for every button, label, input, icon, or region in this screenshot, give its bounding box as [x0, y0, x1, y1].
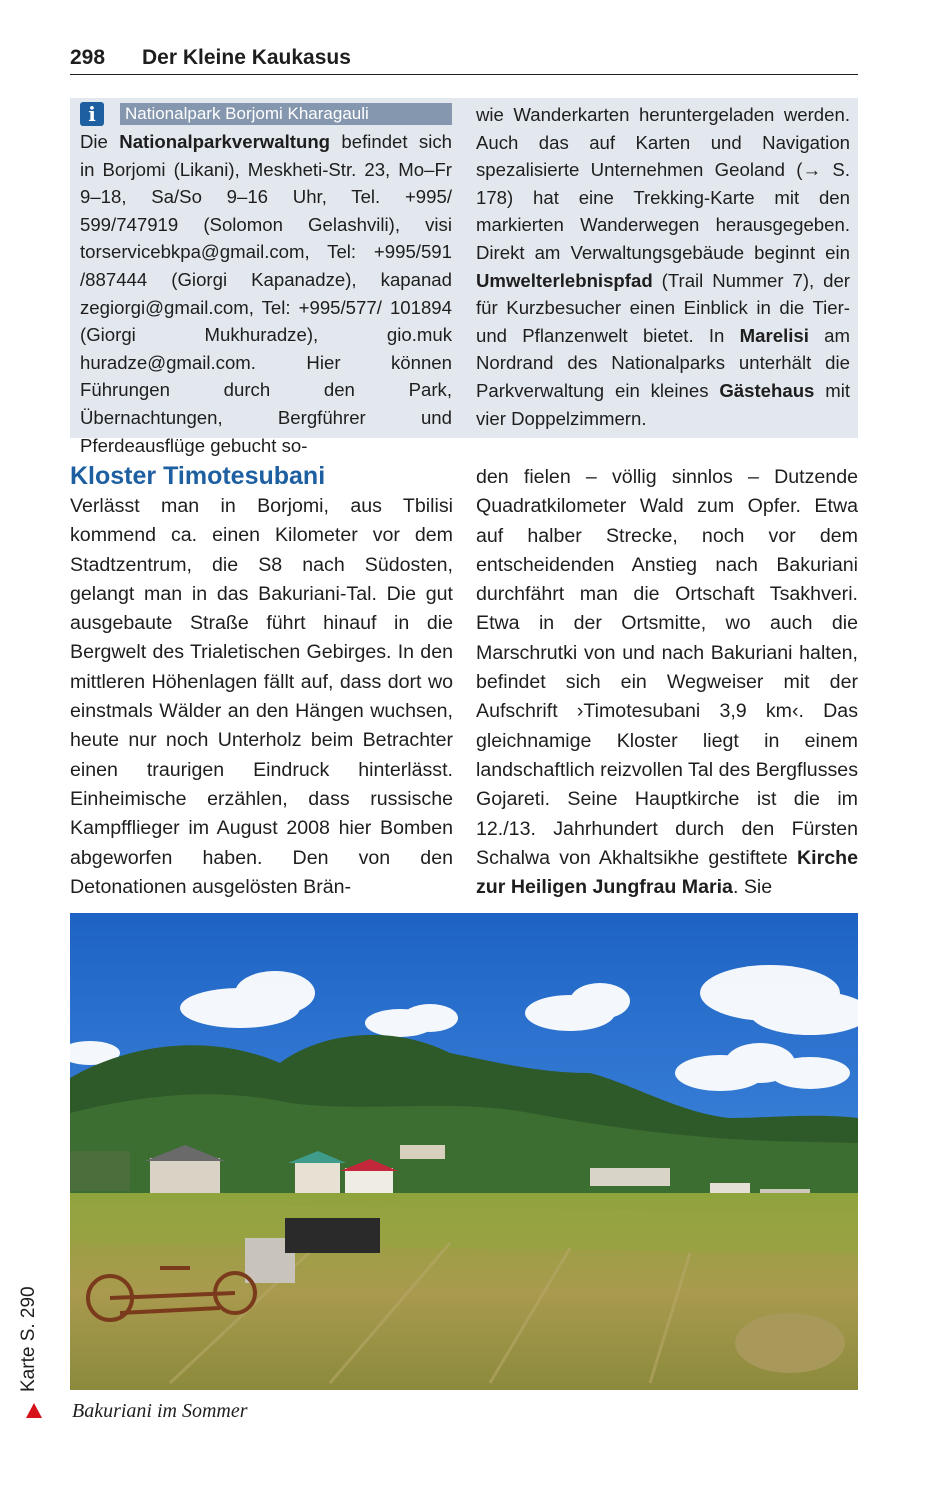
page-header: [70, 44, 858, 75]
bold-term: Kirche zur Heiligen Jungfrau Maria: [476, 846, 858, 899]
info-box: [70, 98, 858, 456]
info-box-title: Nationalpark Borjomi Kharagauli: [120, 103, 452, 125]
section-heading: Kloster Timotesubani: [70, 462, 326, 490]
info-box-right-column: wie Wanderkarten heruntergeladen werden. Auch das auf Karten und Navigation spezalisierte Unternehmen Geoland (→ S. 178) hat eine Trekking-Karte mit den markierten Wanderwegen herausgegeben. Direkt am Verwaltungsgebäude beginnt ein Umwelterlebnispfad (Trail Nummer 7), der für Kurzbesucher einen Einblick in die Tier- und Pflanzenwelt bietet. In Marelisi am Nordrand des Nationalparks unterhält die Parkverwaltung ein kleines Gästehaus mit vier Doppelzimmern.: [476, 104, 850, 429]
landscape-photo: [70, 913, 858, 1390]
bold-term: Nationalparkverwaltung: [119, 131, 331, 152]
bold-term: Marelisi: [739, 324, 809, 346]
red-triangle-icon: [26, 1403, 42, 1418]
body-text-right-column: den fielen – völlig sinnlos – Dutzende Quadratkilometer Wald zum Opfer. Etwa auf halber Strecke, noch vor dem entscheidenden Anstieg nach Bakuriani durchfährt man die Ortschaft Tsakhveri. Etwa in der Ortsmitte, wo auch die Marschrutki von und nach Bakuriani halten, befindet sich ein Wegweiser mit der Aufschrift ›Timotesubani 3,9 km‹. Das gleichnamige Kloster liegt in einem landschaftlich reizvollen Tal des Bergflusses Gojareti. Seine Hauptkirche ist die im 12./13. Jahrhundert durch den Fürsten Schalwa von Akhaltsikhe gestiftete Kirche zur Heiligen Jungfrau Maria. Sie: [476, 466, 858, 899]
info-box-left-column: Die Nationalparkverwaltung befindet sich in Borjomi (Likani), Meskheti-Str. 23, Mo–Fr 9–18, Sa/So 9–16 Uhr, Tel. +995/ 599/747919 (Solomon Gelashvili), visi torservicebkpa@gmail.com, Tel: +995/591 /887444 (Giorgi Kapanadze), kapanad zegiorgi@gmail.com, Tel: +995/577/ 101894 (Giorgi Mukhuradze), gio.muk huradze@gmail.com. Hier können Führungen durch den Park, Übernachtungen, Bergführer und Pferdeausflüge gebucht so-: [80, 131, 452, 456]
chapter-title: Der Kleine Kaukasus: [142, 46, 351, 69]
info-icon: i: [80, 102, 104, 126]
bold-term: Umwelterlebnispfad: [476, 269, 653, 291]
photo-caption: Bakuriani im Sommer: [72, 1400, 248, 1422]
page-number: 298: [70, 46, 106, 69]
body-text-left-column: Verlässt man in Borjomi, aus Tbilisi kommend ca. einen Kilometer vor dem Stadtzentrum, die S8 nach Südosten, gelangt man in das Bakuriani-Tal. Die gut ausgebaute Straße führt hinauf in die Bergwelt des Trialetischen Gebirges. In den mittleren Höhenlagen fällt auf, dass dort wo einstmals Wälder an den Hängen wuchsen, heute nur noch Unterholz beim Betrachter einen traurigen Eindruck hinterlässt. Einheimische erzählen, dass russische Kampfflieger im August 2008 hier Bomben abgeworfen haben. Den von den Detonationen ausgelösten Brän-: [70, 495, 453, 898]
map-reference: Karte S. 290: [18, 1286, 39, 1392]
bold-term: Gästehaus: [719, 379, 815, 401]
